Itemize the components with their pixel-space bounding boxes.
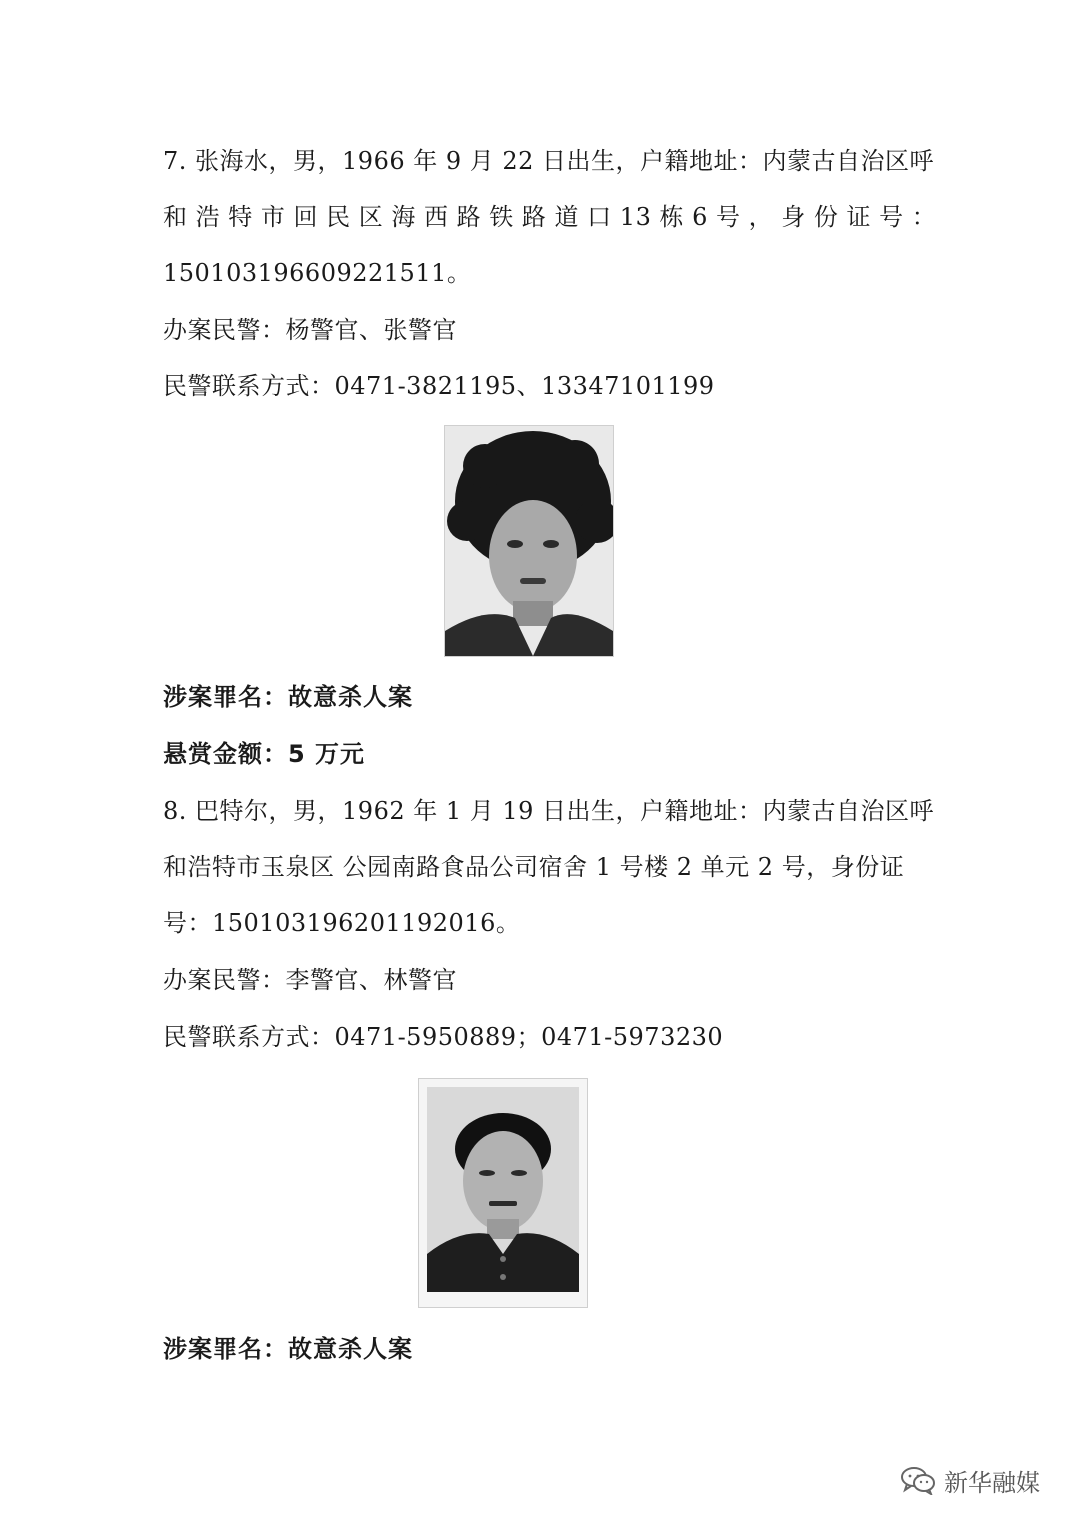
person8-contact: 民警联系方式：0471-5950889；0471-5973230 <box>163 1023 724 1051</box>
person8-id-number: 号：150103196201192016。 <box>163 909 521 937</box>
person8-photo <box>418 1078 588 1308</box>
person7-info-line2: 和 浩 特 市 回 民 区 海 西 路 铁 路 道 口 13 栋 6 号 ， 身 份 证 号 ： <box>163 203 937 231</box>
person8-info-line2: 和浩特市玉泉区 公园南路食品公司宿舍 1 号楼 2 单元 2 号，身份证 <box>163 853 905 881</box>
person7-reward: 悬赏金额：5 万元 <box>163 740 366 768</box>
watermark-text: 新华融媒 <box>944 1468 1040 1497</box>
person8-officers: 办案民警：李警官、林警官 <box>163 966 457 994</box>
person7-info-line1: 7. 张海水，男，1966 年 9 月 22 日出生，户籍地址：内蒙古自治区呼 <box>163 147 935 175</box>
person8-info-line1: 8. 巴特尔，男，1962 年 1 月 19 日出生，户籍地址：内蒙古自治区呼 <box>163 797 935 825</box>
person7-id-number: 150103196609221511。 <box>163 259 472 287</box>
watermark <box>900 1460 1060 1500</box>
wechat-icon <box>900 1465 936 1495</box>
person8-crime: 涉案罪名：故意杀人案 <box>163 1335 413 1363</box>
person7-officers: 办案民警：杨警官、张警官 <box>163 316 457 344</box>
person7-photo <box>444 425 614 657</box>
person7-crime: 涉案罪名：故意杀人案 <box>163 683 413 711</box>
person7-contact: 民警联系方式：0471-3821195、13347101199 <box>163 372 715 400</box>
